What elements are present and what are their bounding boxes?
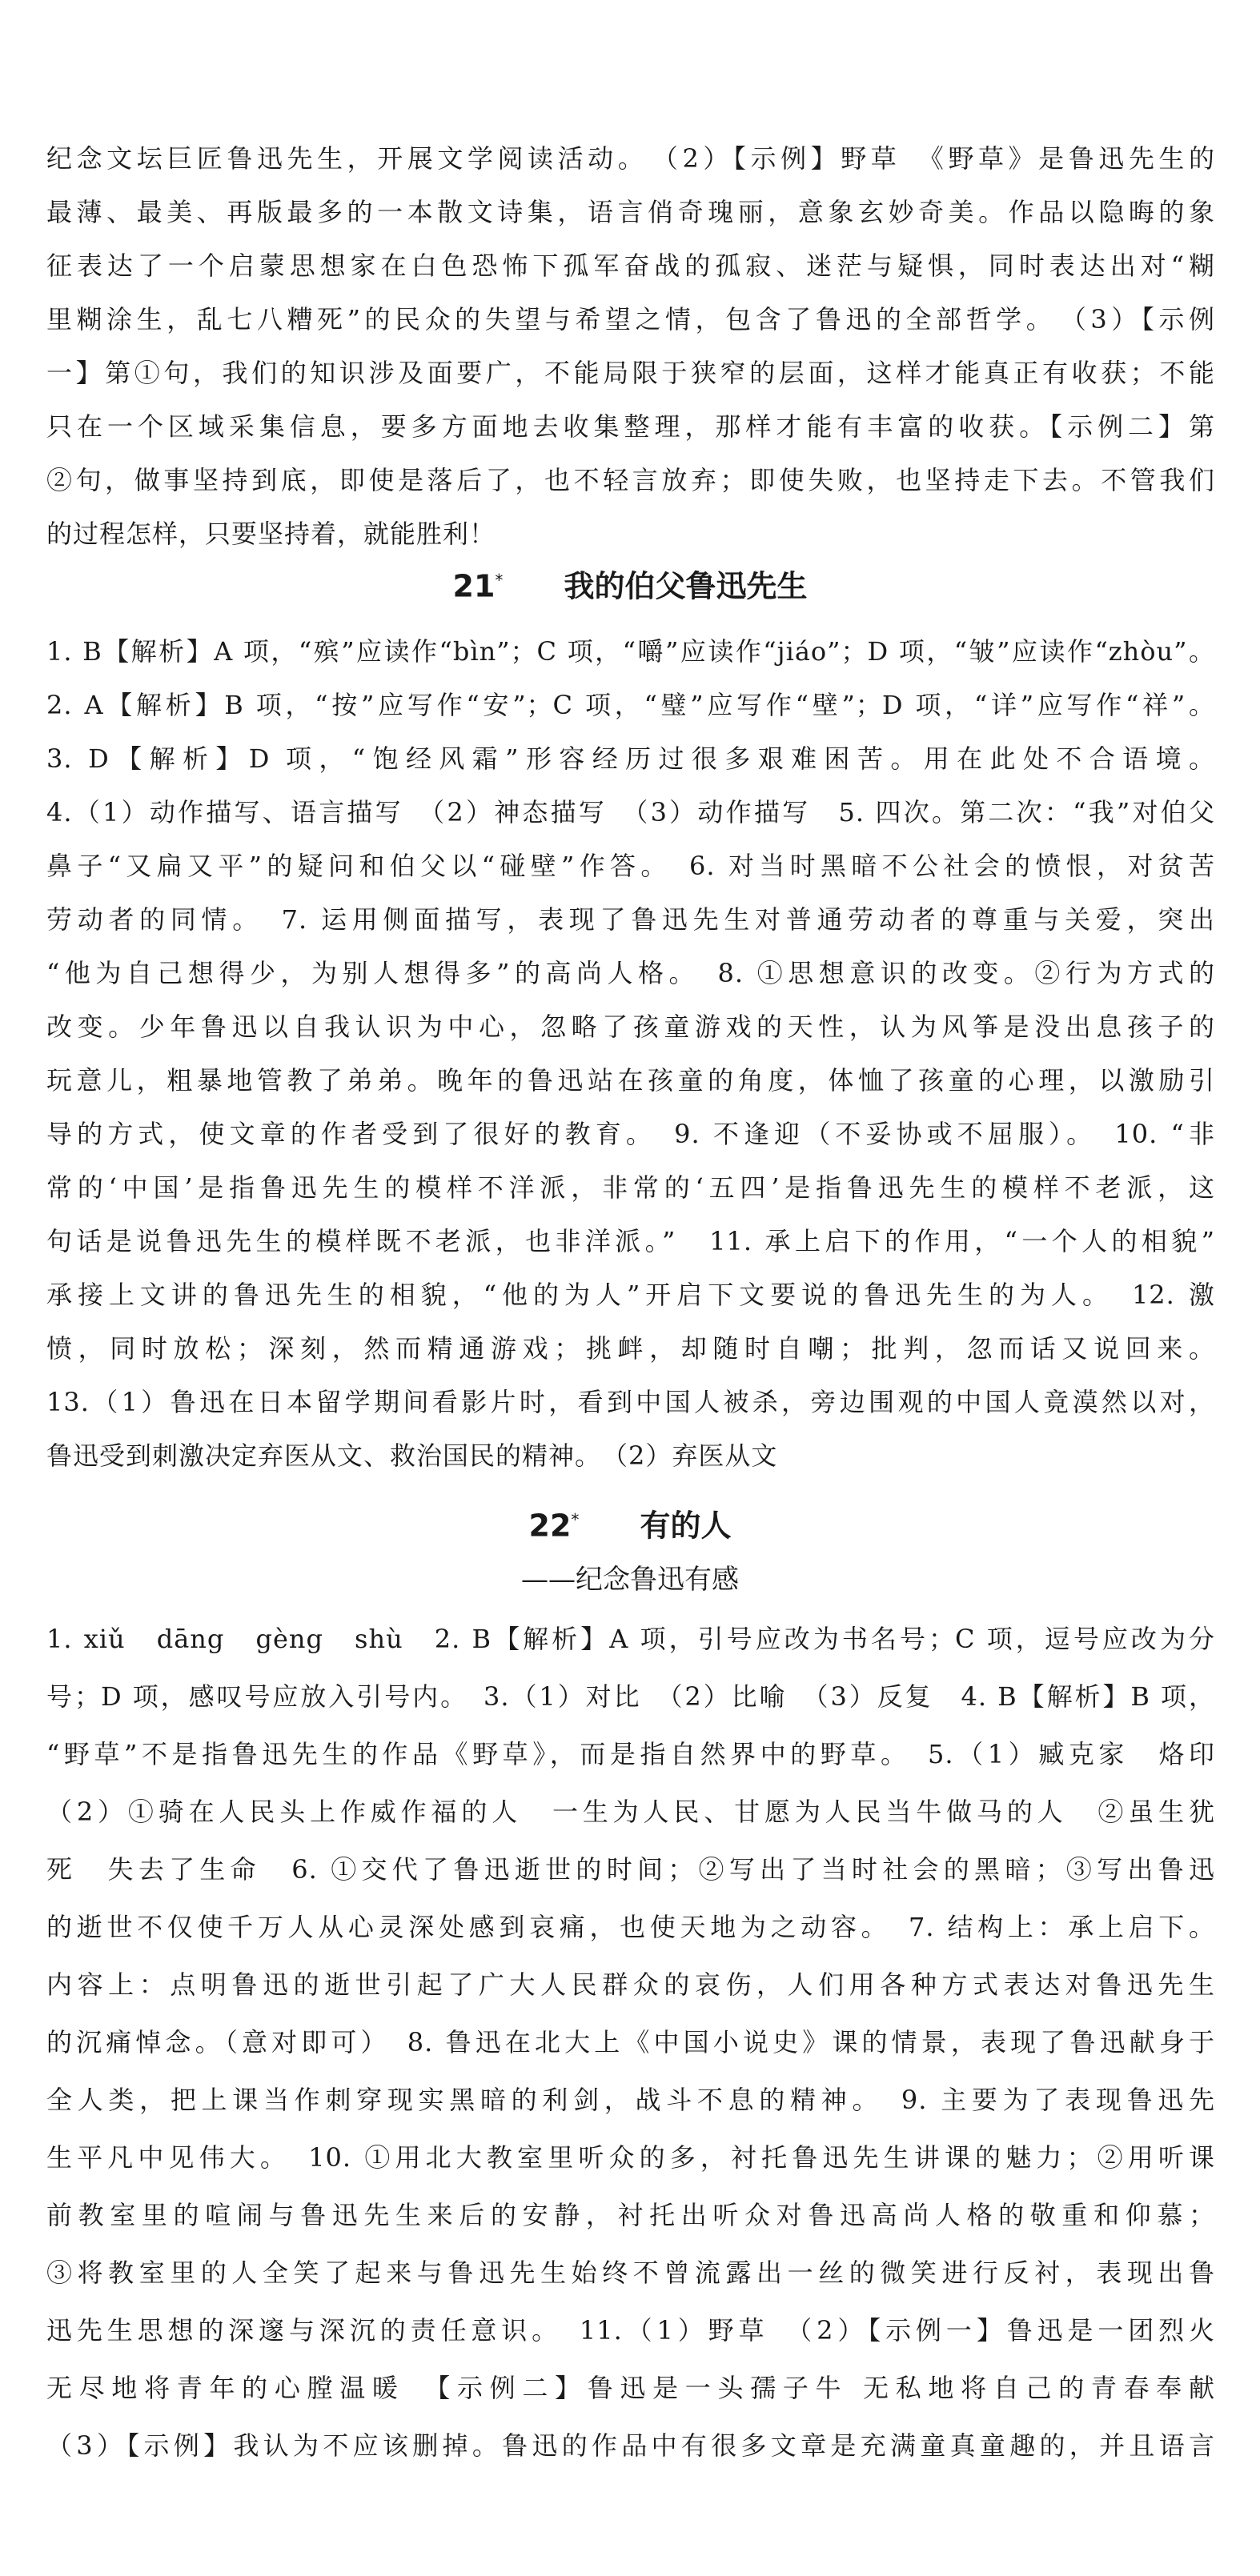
text-line: 4.（1）动作描写、语言描写 （2）神态描写 （3）动作描写 5. 四次。第二次：“我”对伯父 xyxy=(46,797,1215,827)
text-line: 2. A【解析】B 项，“按”应写作“安”；C 项，“璧”应写作“壁”；D 项，“详”应写作“祥”。 xyxy=(46,690,1215,720)
text-line: 1. B【解析】A 项，“殡”应读作“bìn”；C 项，“嚼”应读作“jiáo”；D 项，“皱”应读作“zhòu”。 xyxy=(46,636,1215,667)
section-21-heading: 我的伯父鲁迅先生 xyxy=(564,568,808,604)
text-line: 无尽地将青年的心膛温暖 【示例二】鲁迅是一头孺子牛 无私地将自己的青春奉献 xyxy=(46,2373,1215,2403)
section-22-star: * xyxy=(571,1510,580,1529)
text-line: 前教室里的喧闹与鲁迅先生来后的安静，衬托出听众对鲁迅高尚人格的敬重和仰慕； xyxy=(46,2200,1215,2230)
text-line: 一】第①句，我们的知识涉及面要广，不能局限于狭窄的层面，这样才能真正有收获；不能 xyxy=(46,358,1215,388)
text-line: 纪念文坛巨匠鲁迅先生，开展文学阅读活动。 （2）【示例】野草 《野草》是鲁迅先生的 xyxy=(46,143,1215,174)
text-line: 承接上文讲的鲁迅先生的相貌，“他的为人”开启下文要说的鲁迅先生的为人。 12. 激 xyxy=(46,1280,1215,1310)
text-line: 死 失去了生命 6. ①交代了鲁迅逝世的时间；②写出了当时社会的黑暗；③写出鲁迅 xyxy=(46,1854,1215,1885)
text-line: 迅先生思想的深邃与深沉的责任意识。 11.（1）野草 （2）【示例一】鲁迅是一团烈火 xyxy=(46,2315,1215,2346)
text-line: 导的方式，使文章的作者受到了很好的教育。 9. 不逢迎（不妥协或不屈服）。 10. “非 xyxy=(46,1119,1215,1149)
text-line: “野草”不是指鲁迅先生的作品《野草》，而是指自然界中的野草。 5.（1）臧克家 烙印 xyxy=(46,1739,1215,1769)
text-line: 征表达了一个启蒙思想家在白色恐怖下孤军奋战的孤寂、迷茫与疑惧，同时表达出对“糊 xyxy=(46,250,1215,281)
section-22-heading: 有的人 xyxy=(640,1508,732,1544)
text-line: 改变。少年鲁迅以自我认识为中心，忽略了孩童游戏的天性，认为风筝是没出息孩子的 xyxy=(46,1012,1215,1042)
section-21-number: 21 xyxy=(452,568,496,604)
text-line: 鼻子“又扁又平”的疑问和伯父以“碰壁”作答。 6. 对当时黑暗不公社会的愤恨，对贫苦 xyxy=(46,851,1215,881)
section-21-title xyxy=(0,560,1260,607)
text-line: 1. xiǔ dāng gèng shù 2. B【解析】A 项，引号应改为书名号；C 项，逗号应改为分 xyxy=(46,1624,1215,1654)
section-21-star: * xyxy=(495,571,504,590)
text-line: 鲁迅受到刺激决定弃医从文、救治国民的精神。 （2）弃医从文 xyxy=(46,1440,778,1471)
text-line: 全人类，把上课当作刺穿现实黑暗的利剑，战斗不息的精神。 9. 主要为了表现鲁迅先 xyxy=(46,2085,1215,2115)
text-line: 生平凡中见伟大。 10. ①用北大教室里听众的多，衬托鲁迅先生讲课的魅力；②用听课 xyxy=(46,2142,1215,2173)
text-line: 最薄、最美、再版最多的一本散文诗集，语言俏奇瑰丽，意象玄妙奇美。作品以隐晦的象 xyxy=(46,197,1215,227)
text-line: 内容上：点明鲁迅的逝世引起了广大人民群众的哀伤，人们用各种方式表达对鲁迅先生 xyxy=(46,1969,1215,2000)
text-line: 3. D【解析】D 项，“饱经风霜”形容经历过很多艰难困苦。用在此处不合语境。 xyxy=(46,743,1215,774)
section-22-subtitle: ——纪念鲁迅有感 xyxy=(521,1564,739,1596)
text-line: 只在一个区域采集信息，要多方面地去收集整理，那样才能有丰富的收获。【示例二】第 xyxy=(46,411,1215,442)
text-line: 号；D 项，感叹号应放入引号内。 3.（1）对比 （2）比喻 （3）反复 4. B【解析】B 项， xyxy=(46,1681,1215,1712)
text-line: 的过程怎样，只要坚持着，就能胜利！ xyxy=(46,519,496,549)
text-line: 玩意儿，粗暴地管教了弟弟。晚年的鲁迅站在孩童的角度，体恤了孩童的心理，以激励引 xyxy=(46,1065,1215,1096)
text-line: 的沉痛悼念。（意对即可） 8. 鲁迅在北大上《中国小说史》课的情景，表现了鲁迅献身于 xyxy=(46,2027,1215,2057)
text-line: 13.（1）鲁迅在日本留学期间看影片时，看到中国人被杀，旁边围观的中国人竟漠然以对， xyxy=(46,1387,1215,1417)
text-line: ③将教室里的人全笑了起来与鲁迅先生始终不曾流露出一丝的微笑进行反衬，表现出鲁 xyxy=(46,2258,1215,2288)
text-line: 愤，同时放松；深刻，然而精通游戏；挑衅，却随时自嘲；批判，忽而话又说回来。 xyxy=(46,1333,1215,1364)
text-line: 劳动者的同情。 7. 运用侧面描写，表现了鲁迅先生对普通劳动者的尊重与关爱，突出 xyxy=(46,904,1215,935)
section-22-number: 22 xyxy=(528,1508,572,1544)
section-22-title xyxy=(0,1500,1260,1546)
text-line: 句话是说鲁迅先生的模样既不老派，也非洋派。” 11. 承上启下的作用，“一个人的相貌” xyxy=(46,1226,1215,1256)
text-line: 常的‘中国’是指鲁迅先生的模样不洋派，非常的‘五四’是指鲁迅先生的模样不老派，这 xyxy=(46,1172,1215,1203)
text-line: 里糊涂生，乱七八糟死”的民众的失望与希望之情，包含了鲁迅的全部哲学。 （3）【示例 xyxy=(46,304,1215,335)
text-line: “他为自己想得少，为别人想得多”的高尚人格。 8. ①思想意识的改变。②行为方式的 xyxy=(46,958,1215,988)
text-line: ②句，做事坚持到底，即使是落后了，也不轻言放弃；即使失败，也坚持走下去。不管我们 xyxy=(46,465,1215,495)
text-line: （2）①骑在人民头上作威作福的人 一生为人民、甘愿为人民当牛做马的人 ②虽生犹 xyxy=(46,1797,1215,1827)
text-line: 的逝世不仅使千万人从心灵深处感到哀痛，也使天地为之动容。 7. 结构上：承上启下。 xyxy=(46,1912,1215,1942)
text-line: （3）【示例】我认为不应该删掉。鲁迅的作品中有很多文章是充满童真童趣的，并且语言 xyxy=(46,2430,1215,2461)
